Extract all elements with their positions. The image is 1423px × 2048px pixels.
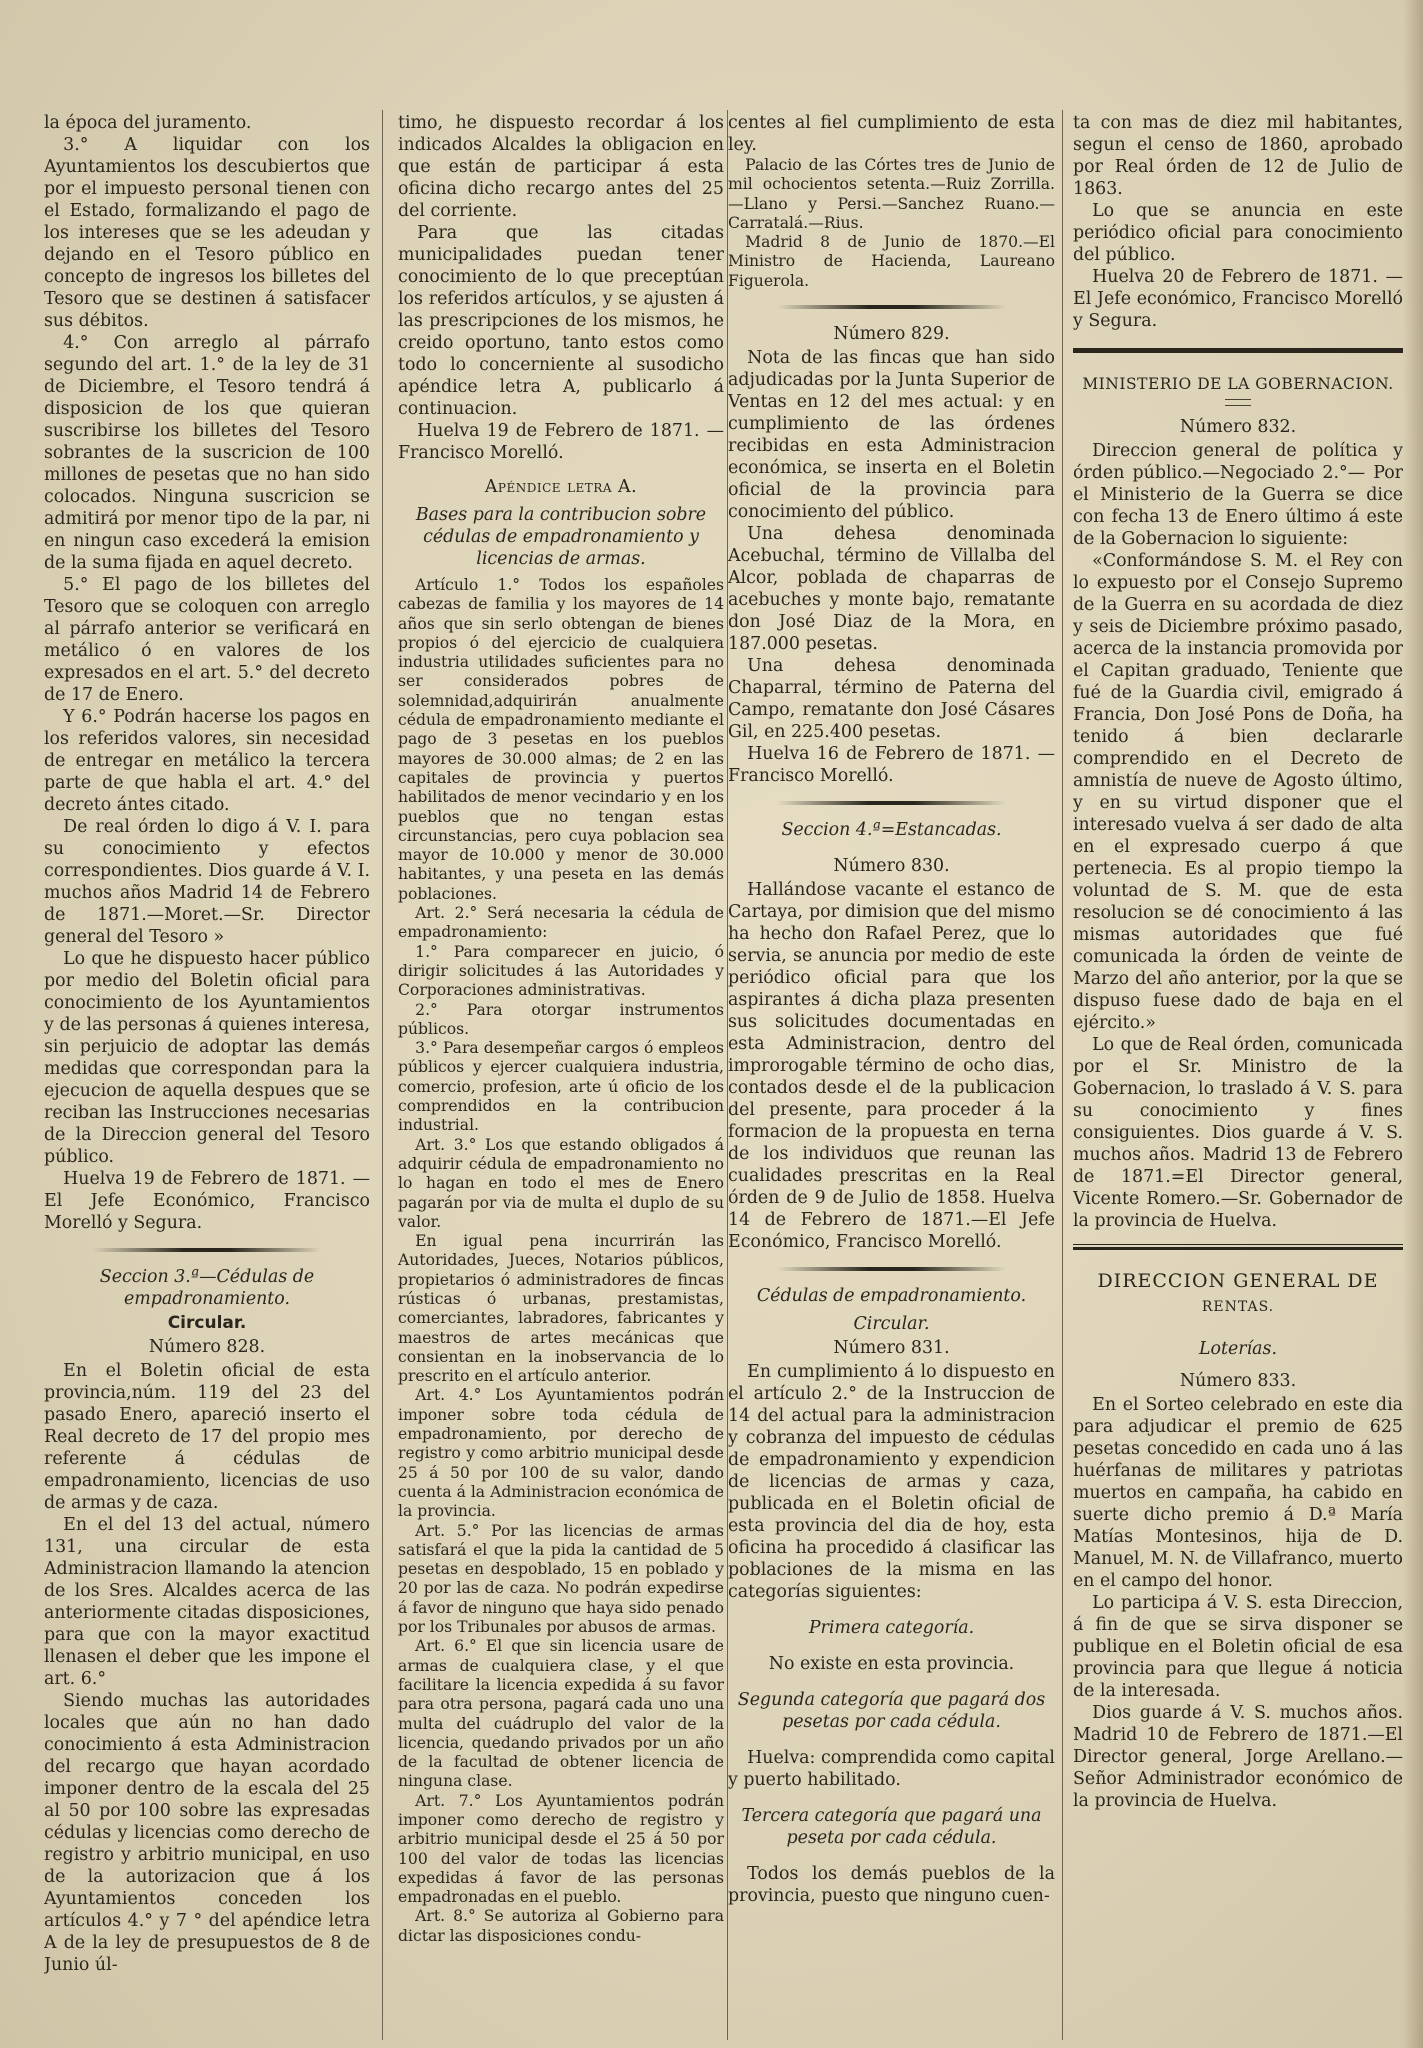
divider — [777, 305, 1006, 309]
paragraph: ta con mas de diez mil habitantes, segun el censo de 1860, aprobado por Real órden de 12 de Julio de 1863. — [1073, 113, 1403, 199]
appendix-articles — [398, 576, 724, 1946]
divider-double — [1073, 1244, 1403, 1250]
paragraph: Y 6.° Podrán hacerse los pagos en los referidos valores, sin necesidad de entregar en metálico la tercera parte de que habla el art. 4.° del decreto ántes citado. — [44, 707, 370, 815]
signature-line: Huelva 19 de Febrero de 1871. —Francisco Morelló. — [398, 421, 724, 463]
paragraph: De real órden lo digo á V. I. para su conocimiento y efectos correspondientes. Dios guarde á V. I. muchos años Madrid 14 de Febrero de 1871.—Moret.—Sr. Director general del Tesoro » — [44, 817, 370, 947]
direction-heading: DIRECCION GENERAL DE — [1097, 1270, 1379, 1292]
paragraph: timo, he dispuesto recordar á los indicados Alcaldes la obligacion en que están de participar á esta oficina dicho recargo antes del 25 del corriente. — [398, 113, 724, 221]
paragraph: Una dehesa denominada Acebuchal, término de Villalba del Alcor, poblada de chaparras de acebuches y monte bajo, rematante don José Diaz de la Mora, en 187.000 pesetas. — [728, 524, 1055, 655]
article-2-item-1: 1.° Para comparecer en juicio, ó dirigir solicitudes á las Autoridades y Corporaciones administrativas. — [398, 942, 724, 1000]
divider-thick — [1073, 348, 1403, 353]
paragraph: Palacio de las Córtes tres de Junio de mil ochocientos setenta.—Ruiz Zorrilla.—Llano y Persi.—Sanchez Ruano.—Carratalá.—Rius. — [728, 156, 1055, 232]
signature-line: Huelva 16 de Febrero de 1871. —Francisco Morelló. — [728, 744, 1055, 787]
double-dash — [1225, 399, 1251, 406]
paragraph: Siendo muchas las autoridades locales que aún no han dado conocimiento á esta Administracion del recargo que hayan acordado imponer dentro de la escala del 25 al 50 por 100 sobre las expresadas cédulas y licencias como derecho de registro y arbitrio municipal, en uso de la autorizacion que á los Ayuntamientos conceden los artículos 4.° y 7 ° del apéndice letra A de la ley de presupuestos de 8 de Junio úl- — [44, 1691, 370, 1975]
paragraph: 5.° El pago de los billetes del Tesoro que se coloquen con arreglo al párrafo anterior se verificará en metálico ó en valores de los expresados en el art. 5.° del decreto de 17 de Enero. — [44, 575, 370, 705]
spacer — [398, 464, 724, 476]
category-heading-3: Tercera categoría que pagará una peseta por cada cédula. — [741, 1806, 1042, 1849]
column-2 — [398, 112, 724, 2037]
category-text-1: No existe en esta provincia. — [768, 1654, 1015, 1675]
column-rule-1 — [382, 110, 383, 2040]
paragraph: Lo que se anuncia en este periódico oficial para conocimiento del público. — [1073, 201, 1403, 265]
divider — [777, 1267, 1006, 1271]
category-heading-2: Segunda categoría que pagará dos pesetas por cada cédula. — [737, 1690, 1046, 1733]
article-2-item-3: 3.° Para desempeñar cargos ó empleos públicos y ejercer cualquiera industria, comercio, profesion, arte ú oficio de los comprendidos en la contribucion industrial. — [398, 1039, 724, 1135]
paragraph: Lo que de Real órden, comunicada por el Sr. Ministro de la Gobernacion, lo traslado á V. S. para su conocimiento y fines consiguientes. Dios guarde á V. S. muchos años. Madrid 13 de Febrero de 1871.=El Director general, Vicente Romero.—Sr. Gobernador de la provincia de Huelva. — [1073, 1035, 1403, 1231]
circular-heading: Circular. — [167, 1313, 247, 1333]
category-heading-1: Primera categoría. — [808, 1618, 975, 1639]
bases-heading: Bases para la contribucion sobre cédulas de empadronamiento y licencias de armas. — [415, 505, 707, 569]
direction-subheading: RENTAS. — [1201, 1299, 1275, 1315]
paragraph: «Conformándose S. M. el Rey con lo expuesto por el Consejo Supremo de la Guerra en su acordada de diez y seis de Diciembre próximo pasado, acerca de la instancia promovida por el Capitan graduado, Teniente que fué de la Guardia civil, emigrado á Francia, Don José Pons de Doña, ha tenido á bien declararle comprendido en el Decreto de amnistía de nueve de Agosto último, y en su virtud disponer que el interesado vuelva á ser dado de alta en el expresado cuerpo á que pertenecia. Es al propio tiempo la voluntad de S. M. que de esta resolucion se dé conocimiento á las mismas autoridades que fué comunicada la órden de veinte de Marzo del año anterior, por la que se dispuso fuese dado de baja en el ejército.» — [1073, 551, 1403, 1033]
divider — [93, 1248, 321, 1252]
article-1: Artículo 1.° Todos los españoles cabezas de familia y los mayores de 14 años que sin serlo obtengan de bienes propios ó del ejercicio de cualquiera industria utilidades suficientes para no ser considerados pobres de solemnidad,adquirirán anualmente cédula de empadronamiento mediante el pago de 3 pesetas en los pueblos mayores de 30.000 almas; de 2 en las capitales de provincia y puertos habilitados de menor vecindario y en los pueblos que no tengan estas circunstancias, pero cuya poblacion sea mayor de 10.000 y menor de 30.000 habitantes, y una peseta en las demás poblaciones. — [398, 576, 724, 903]
paragraph: Hallándose vacante el estanco de Cartaya, por dimision que del mismo ha hecho don Rafael Perez, que lo servia, se anuncia por medio de este periódico oficial para que los aspirantes á dicha plaza presenten sus solicitudes documentadas en esta Administracion, dentro del improrogable término de ocho dias, contados desde el de la publicacion del presente, para proceder á la formacion de la propuesta en terna de los individuos que reunan las cualidades prescritas en la Real órden de 9 de Julio de 1858. Huelva 14 de Febrero de 1871.—El Jefe Económico, Francisco Morelló. — [728, 880, 1055, 1253]
paragraph: En el del 13 del actual, número 131, una circular de esta Administracion llamando la atencion de los Sres. Alcaldes acerca de las anteriormente citadas disposiciones, para que con la mayor exactitud llenasen el deber que les impone el art. 6.° — [44, 1515, 370, 1689]
paragraph: Lo que he dispuesto hacer público por medio del Boletin oficial para conocimiento de los Ayuntamientos y de las personas á quienes interesa, sin perjuicio de adoptar las demás medidas que correspondan para la ejecucion de aquella despues que se reciban las Instrucciones necesarias de la Direccion general del Tesoro público. — [44, 949, 370, 1167]
paragraph: En el Sorteo celebrado en este dia para adjudicar el premio de 625 pesetas concedido en cada uno á las huérfanas de militares y patriotas muertos en campaña, ha cabido en suerte dicho premio á D.ª María Matías Montesinos, hija de D. Manuel, M. N. de Villafranco, muerto en el campo del honor. — [1073, 1395, 1403, 1591]
lottery-heading: Loterías. — [1199, 1339, 1277, 1359]
section-heading: Cédulas de empadronamiento. — [756, 1286, 1027, 1307]
spacer — [728, 841, 1055, 853]
paragraph: Direccion general de política y órden público.—Negociado 2.°— Por el Ministerio de la Guerra se dice con fecha 13 de Enero último á este de la Gobernacion lo siguiente: — [1073, 441, 1403, 549]
paragraph: Lo participa á V. S. esta Direccion, á fin de que se sirva disponer se publique en el Boletin oficial de esa provincia para que llegue á noticia de la interesada. — [1073, 1593, 1403, 1701]
article-3-continued: En igual pena incurrirán las Autoridades, Jueces, Notarios públicos, propietarios ó administradores de fincas rústicas ó urbanas, prestamistas, comerciantes, labradores, fabricantes y maestros de artes mecánicas que consientan en la inobservancia de lo prescrito en el artículo anterior. — [398, 1232, 724, 1386]
article-4: Art. 4.° Los Ayuntamientos podrán imponer sobre toda cédula de empadronamiento, por derecho de registro y como arbitrio municipal desde 25 á 50 por 100 de su valor, dando cuenta á la Administracion económica de la provincia. — [398, 1386, 724, 1521]
page-edge-shadow — [1403, 0, 1423, 2048]
paragraph: Nota de las fincas que han sido adjudicadas por la Junta Superior de Ventas en 12 del mes actual: y en cumplimiento de las órdenes recibidas en esta Administracion económica, se inserta en el Boletin oficial de la provincia para conocimiento del público. — [728, 348, 1055, 523]
paragraph: centes al fiel cumplimiento de esta ley. — [728, 113, 1055, 155]
paragraph: la época del juramento. — [44, 113, 252, 133]
notice-number: Número 829. — [833, 324, 950, 345]
article-2-item-2: 2.° Para otorgar instrumentos públicos. — [398, 1000, 724, 1038]
signature-block — [728, 156, 1055, 291]
paragraph: Una dehesa denominada Chaparral, término de Paterna del Campo, rematante don José Cásares Gil, en 225.400 pesetas. — [728, 656, 1055, 743]
circular-heading: Circular. — [853, 1314, 930, 1335]
paragraph: Dios guarde á V. S. muchos años. Madrid 10 de Febrero de 1871.—El Director general, Jorge Arellano.—Señor Administrador económico de la provincia de Huelva. — [1073, 1703, 1403, 1811]
paragraph: Todos los demás pueblos de la provincia, puesto que ninguno cuen- — [728, 1864, 1055, 1907]
notice-number: Número 832. — [1179, 417, 1297, 437]
signature-line: Huelva 19 de Febrero de 1871. —El Jefe Económico, Francisco Morelló y Segura. — [44, 1169, 370, 1233]
column-3 — [728, 112, 1055, 2037]
paragraph: Madrid 8 de Junio de 1870.—El Ministro de Hacienda, Laureano Figuerola. — [728, 233, 1055, 290]
notice-number: Número 830. — [833, 856, 950, 877]
paragraph: Para que las citadas municipalidades puedan tener conocimiento de lo que preceptúan los referidos artículos, y se ajusten á las prescripciones de los mismos, he creido oportuno, tanto estos como todo lo concerniente al susodicho apéndice letra A, publicarlo á continuacion. — [398, 223, 724, 419]
paragraph: En cumplimiento á lo dispuesto en el artículo 2.° de la Instruccion de 14 del actual para la administracion y cobranza del impuesto de cédulas de empadronamiento y expendicion de licencias de armas y caza, publicada en el Boletin oficial de esta provincia del dia de hoy, esta oficina ha procedido á clasificar las poblaciones de la misma en las categorías siguientes: — [728, 1362, 1055, 1603]
paragraph: 3.° A liquidar con los Ayuntamientos los descubiertos que por el impuesto personal tienen con el Estado, formalizando el pago de los intereses que se les adeudan y dejando en el Tesoro público en concepto de ingresos los billetes del Tesoro que se destinen á satisfacer sus débitos. — [44, 135, 370, 331]
paragraph: 4.° Con arreglo al párrafo segundo del art. 1.° de la ley de 31 de Diciembre, el Tesoro tendrá á disposicion de los que quieran suscribirse los billetes del Tesoro sobrantes de la suscricion de 100 millones de pesetas que no han sido colocados. Ninguna suscricion se admitirá por menor tipo de la par, ni en ningun caso excederá la emision de la suma fijada en aquel decreto. — [44, 333, 370, 573]
article-6: Art. 6.° El que sin licencia usare de armas de cualquiera clase, y el que facilitare la licencia expedida á su favor para otra persona, pagará cada uno una multa del cuádruplo del valor de la licencia, quedando privados por un año de la facultad de obtener licencia de ninguna clase. — [398, 1637, 724, 1791]
article-7: Art. 7.° Los Ayuntamientos podrán imponer como derecho de registro y arbitrio municipal desde el 25 á 50 por 100 del valor de todas las licencias expedidas á favor de las personas empadronadas en el pueblo. — [398, 1791, 724, 1907]
article-8: Art. 8.° Se autoriza al Gobierno para dictar las disposiciones condu- — [398, 1907, 724, 1945]
notice-number: Número 833. — [1179, 1371, 1297, 1391]
paragraph: En el Boletin oficial de esta provincia,núm. 119 del 23 del pasado Enero, apareció inserto el Real decreto de 17 del propio mes referente á cédulas de empadronamiento, licencias de uso de armas y de caza. — [44, 1361, 370, 1513]
signature-line: Huelva 20 de Febrero de 1871. —El Jefe económico, Francisco Morelló y Segura. — [1073, 267, 1403, 331]
column-rule-3 — [1062, 110, 1063, 2040]
article-3: Art. 3.° Los que estando obligados á adquirir cédula de empadronamiento no lo hagan en todo el mes de Enero pagarán por via de multa el duplo de su valor. — [398, 1135, 724, 1231]
notice-number: Número 831. — [833, 1338, 950, 1359]
column-4 — [1073, 112, 1403, 2037]
column-1 — [44, 112, 370, 2037]
divider — [777, 801, 1006, 805]
category-text-2: Huelva: comprendida como capital y puerto habilitado. — [728, 1748, 1055, 1791]
article-2: Art. 2.° Será necesaria la cédula de empadronamiento: — [398, 904, 724, 942]
article-5: Art. 5.° Por las licencias de armas satisfará el que la pida la cantidad de 5 pesetas en despoblado, 15 en poblado y 20 por las de caza. No podrán expedirse á favor de ninguno que haya sido penado por los Tribunales por abusos de armas. — [398, 1521, 724, 1637]
ministry-heading: MINISTERIO DE LA GOBERNACION. — [1082, 375, 1394, 393]
appendix-heading: Apéndice letra A. — [484, 477, 638, 497]
section-heading: Seccion 4.ª=Estancadas. — [781, 820, 1002, 841]
notice-number: Número 828. — [148, 1337, 266, 1357]
section-heading: Seccion 3.ª—Cédulas de empadronamiento. — [99, 1267, 315, 1309]
